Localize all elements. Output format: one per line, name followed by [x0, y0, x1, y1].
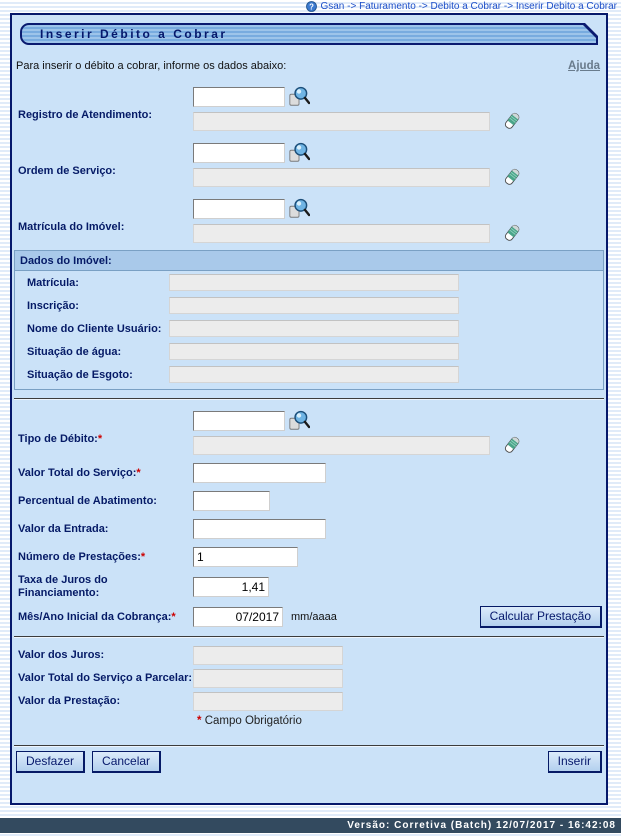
valor-prestacao-label: Valor da Prestação: — [18, 695, 121, 707]
breadcrumb-path[interactable]: Gsan -> Faturamento -> Debito a Cobrar -> Inserir Debito a Cobrar — [320, 1, 617, 12]
dados-cliente-row — [15, 317, 603, 340]
numero-prestacoes-label: Número de Prestações:* — [18, 550, 146, 563]
required-field-note — [197, 715, 604, 727]
mes-ano-cobranca-row — [14, 606, 604, 628]
numero-prestacoes-row — [14, 546, 604, 568]
action-bar — [16, 751, 602, 773]
page-title-bar — [20, 23, 598, 45]
dados-matricula-label: Matrícula: — [27, 276, 79, 289]
dados-matricula-row — [15, 271, 603, 294]
ordem-servico-row — [14, 141, 604, 188]
dados-imovel-title: Dados do Imóvel: — [15, 251, 603, 271]
mes-ano-cobranca-input[interactable] — [193, 607, 283, 627]
registro-atendimento-row — [14, 85, 604, 132]
tipo-debito-label: Tipo de Débito:* — [18, 433, 103, 445]
tipo-debito-row — [14, 409, 604, 456]
required-note-text: Campo Obrigatório — [204, 715, 302, 727]
separator — [14, 636, 604, 638]
valor-total-parcelar-value — [193, 669, 343, 688]
date-format-hint: mm/aaaa — [291, 611, 337, 623]
registro-atendimento-label: Registro de Atendimento: — [18, 109, 153, 121]
inserir-button[interactable]: Inserir — [548, 751, 602, 773]
numero-prestacoes-input[interactable] — [193, 547, 298, 567]
valor-total-parcelar-label: Valor Total do Serviço a Parcelar: — [18, 672, 193, 684]
matricula-imovel-description — [193, 224, 490, 243]
ajuda-link[interactable]: Ajuda — [568, 60, 600, 72]
instruction-text: Para inserir o débito a cobrar, informe os dados abaixo: — [16, 60, 287, 72]
magnifier-icon[interactable] — [288, 86, 310, 108]
valor-entrada-input[interactable] — [193, 519, 326, 539]
magnifier-icon[interactable] — [288, 410, 310, 432]
registro-atendimento-input[interactable] — [193, 87, 285, 107]
matricula-imovel-input[interactable] — [193, 199, 285, 219]
desfazer-button[interactable]: Desfazer — [16, 751, 85, 773]
dados-matricula-value — [169, 274, 459, 291]
valor-total-parcelar-row — [14, 669, 604, 688]
tipo-debito-input[interactable] — [193, 411, 285, 431]
dados-imovel-panel — [14, 250, 604, 390]
valor-total-servico-row — [14, 462, 604, 484]
intro-row — [16, 60, 600, 72]
svg-text:?: ? — [309, 2, 315, 12]
dados-esgoto-value — [169, 366, 459, 383]
calcular-prestacao-button[interactable]: Calcular Prestação — [480, 606, 602, 628]
dados-esgoto-row — [15, 363, 603, 386]
separator — [14, 745, 604, 747]
required-asterisk: * — [97, 433, 103, 445]
valor-prestacao-value — [193, 692, 343, 711]
tipo-debito-description — [193, 436, 490, 455]
taxa-juros-input[interactable] — [193, 577, 269, 597]
magnifier-icon[interactable] — [288, 198, 310, 220]
breadcrumb — [0, 0, 617, 13]
valor-juros-row — [14, 646, 604, 665]
eraser-icon[interactable] — [502, 167, 522, 187]
percentual-abatimento-label: Percentual de Abatimento: — [18, 494, 157, 507]
matricula-imovel-row — [14, 197, 604, 244]
percentual-abatimento-row — [14, 490, 604, 512]
required-asterisk: * — [140, 550, 146, 563]
valor-juros-label: Valor dos Juros: — [18, 649, 105, 661]
valor-total-servico-label: Valor Total do Serviço:* — [18, 466, 141, 479]
form-area — [12, 85, 606, 727]
dados-inscricao-value — [169, 297, 459, 314]
required-asterisk: * — [171, 610, 176, 623]
dados-agua-value — [169, 343, 459, 360]
valor-juros-value — [193, 646, 343, 665]
registro-atendimento-description — [193, 112, 490, 131]
ordem-servico-label: Ordem de Serviço: — [18, 165, 116, 177]
dados-inscricao-label: Inscrição: — [27, 299, 79, 312]
dados-agua-row — [15, 340, 603, 363]
ordem-servico-description — [193, 168, 490, 187]
valor-entrada-row — [14, 518, 604, 540]
dados-esgoto-label: Situação de Esgoto: — [27, 368, 133, 381]
taxa-juros-label: Taxa de Juros do Financiamento: — [18, 574, 108, 599]
content-panel — [10, 13, 608, 805]
question-mark-icon[interactable] — [306, 1, 317, 12]
page-title: Inserir Débito a Cobrar — [40, 27, 228, 41]
eraser-icon[interactable] — [502, 435, 522, 455]
taxa-juros-row — [14, 574, 604, 600]
dados-inscricao-row — [15, 294, 603, 317]
valor-prestacao-row — [14, 692, 604, 711]
required-asterisk: * — [136, 466, 141, 479]
eraser-icon[interactable] — [502, 111, 522, 131]
dados-cliente-label: Nome do Cliente Usuário: — [27, 322, 162, 335]
magnifier-icon[interactable] — [288, 142, 310, 164]
version-text: Versão: Corretiva (Batch) 12/07/2017 - 16:42:08 — [347, 820, 616, 831]
separator — [14, 398, 604, 400]
version-footer — [0, 818, 621, 833]
mes-ano-cobranca-label: Mês/Ano Inicial da Cobrança:* — [18, 610, 176, 623]
valor-total-servico-input[interactable] — [193, 463, 326, 483]
eraser-icon[interactable] — [502, 223, 522, 243]
valor-entrada-label: Valor da Entrada: — [18, 522, 109, 535]
dados-cliente-value — [169, 320, 459, 337]
required-asterisk: * — [197, 715, 202, 727]
cancelar-button[interactable]: Cancelar — [92, 751, 161, 773]
percentual-abatimento-input[interactable] — [193, 491, 270, 511]
dados-agua-label: Situação de água: — [27, 345, 122, 358]
matricula-imovel-label: Matrícula do Imóvel: — [18, 221, 125, 233]
ordem-servico-input[interactable] — [193, 143, 285, 163]
